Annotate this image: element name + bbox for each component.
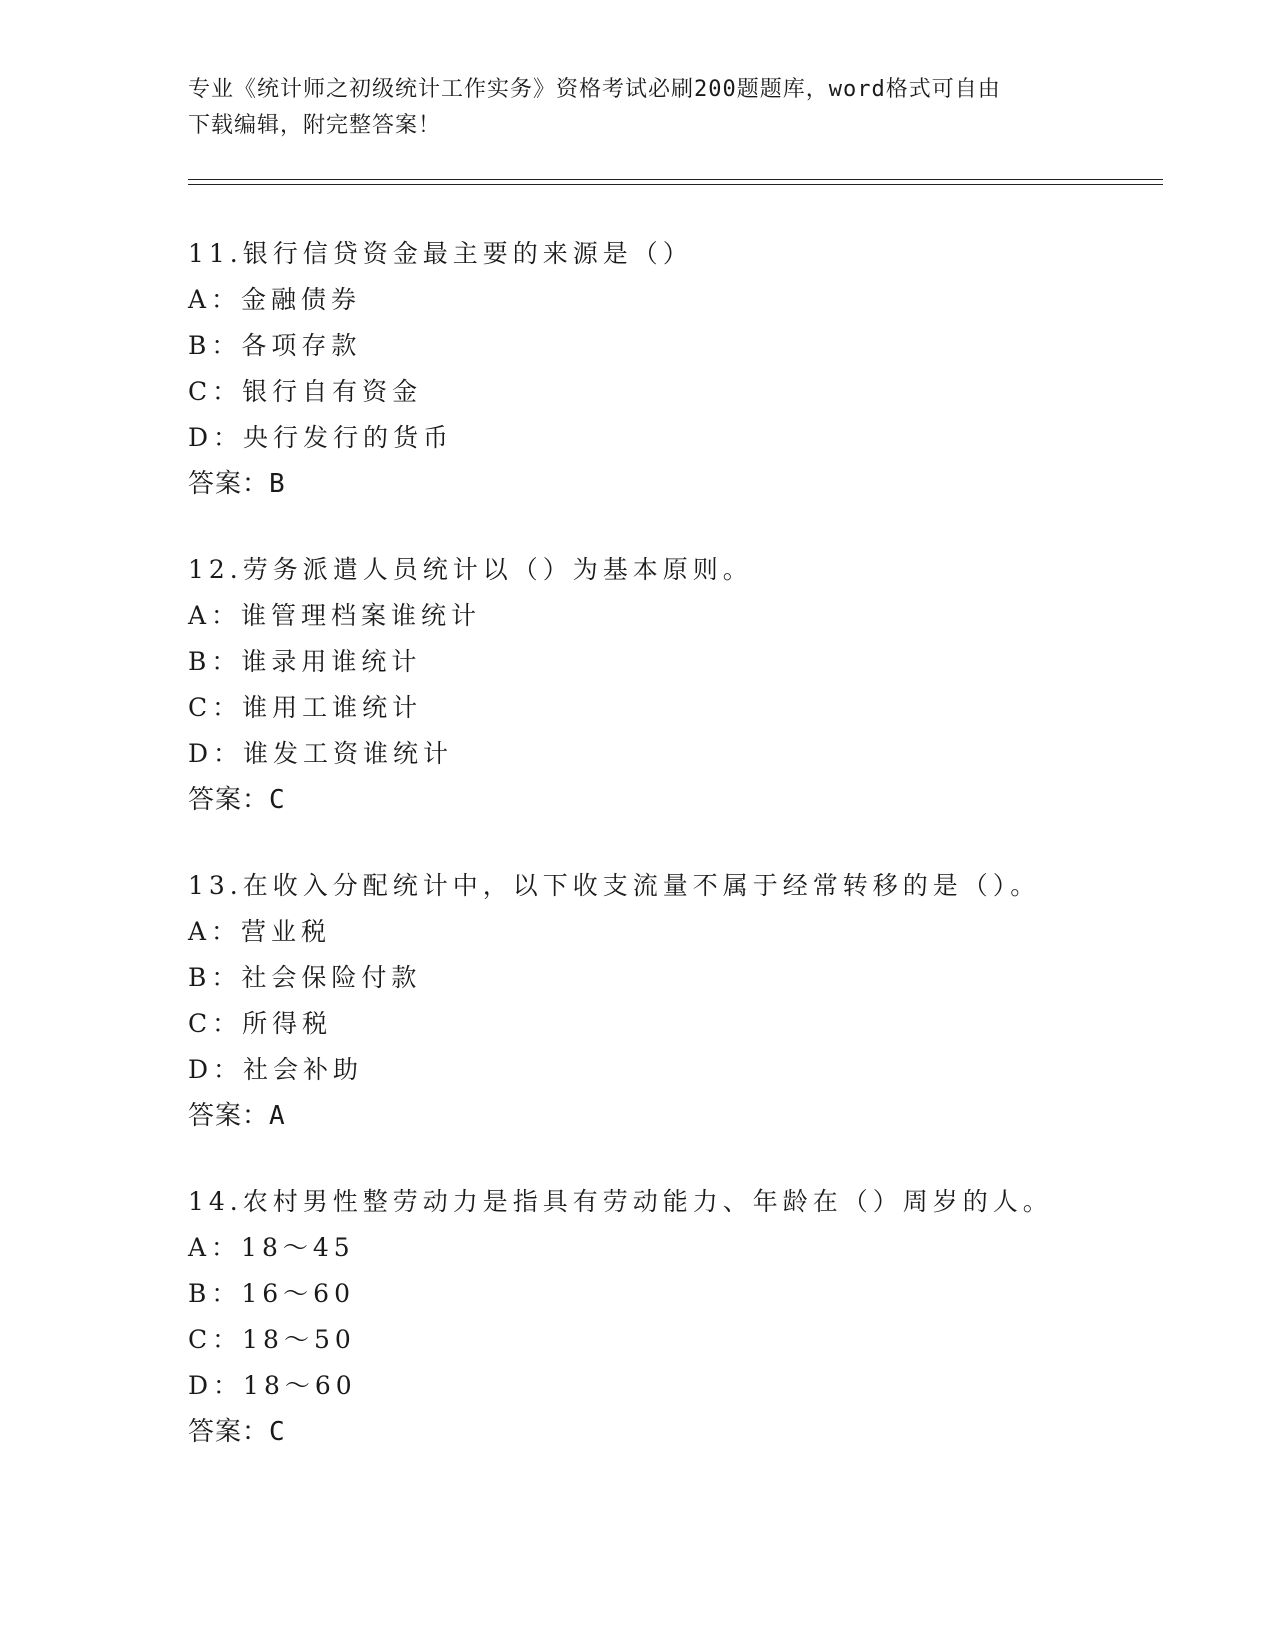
option-d: D：央行发行的货币 <box>188 423 454 452</box>
question-13 <box>188 863 1168 1139</box>
question-stem: 13.在收入分配统计中，以下收支流量不属于经常转移的是（）。 <box>188 871 1041 900</box>
answer-line: 答案：C <box>188 1417 286 1447</box>
answer-line: 答案：A <box>188 1101 286 1131</box>
question-12 <box>188 547 1168 823</box>
header-divider-top <box>188 179 1163 180</box>
question-stem: 12.劳务派遣人员统计以（）为基本原则。 <box>188 555 753 584</box>
question-14 <box>188 1179 1168 1455</box>
option-c: C：银行自有资金 <box>188 377 423 406</box>
option-a: A：谁管理档案谁统计 <box>188 601 482 630</box>
answer-line: 答案：B <box>188 469 286 499</box>
option-c: C：18～50 <box>188 1325 356 1354</box>
document-header <box>188 72 1068 144</box>
option-b: B：各项存款 <box>188 331 362 360</box>
option-a: A：金融债券 <box>188 285 362 314</box>
option-d: D：社会补助 <box>188 1055 364 1084</box>
answer-line: 答案：C <box>188 785 286 815</box>
option-a: A：18～45 <box>188 1233 355 1262</box>
option-c: C：所得税 <box>188 1009 333 1038</box>
option-a: A：营业税 <box>188 917 332 946</box>
option-d: D：谁发工资谁统计 <box>188 739 454 768</box>
question-11 <box>188 231 1168 507</box>
option-b: B：社会保险付款 <box>188 963 422 992</box>
header-divider-bottom <box>188 184 1163 185</box>
header-line-2: 下载编辑，附完整答案！ <box>188 113 442 138</box>
question-stem: 14.农村男性整劳动力是指具有劳动能力、年龄在（）周岁的人。 <box>188 1187 1053 1216</box>
header-line-1: 专业《统计师之初级统计工作实务》资格考试必刷200题题库，word格式可自由 <box>188 77 1001 102</box>
option-b: B：谁录用谁统计 <box>188 647 422 676</box>
option-d: D：18～60 <box>188 1371 357 1400</box>
option-b: B：16～60 <box>188 1279 355 1308</box>
option-c: C：谁用工谁统计 <box>188 693 423 722</box>
question-stem: 11.银行信贷资金最主要的来源是（） <box>188 239 693 268</box>
